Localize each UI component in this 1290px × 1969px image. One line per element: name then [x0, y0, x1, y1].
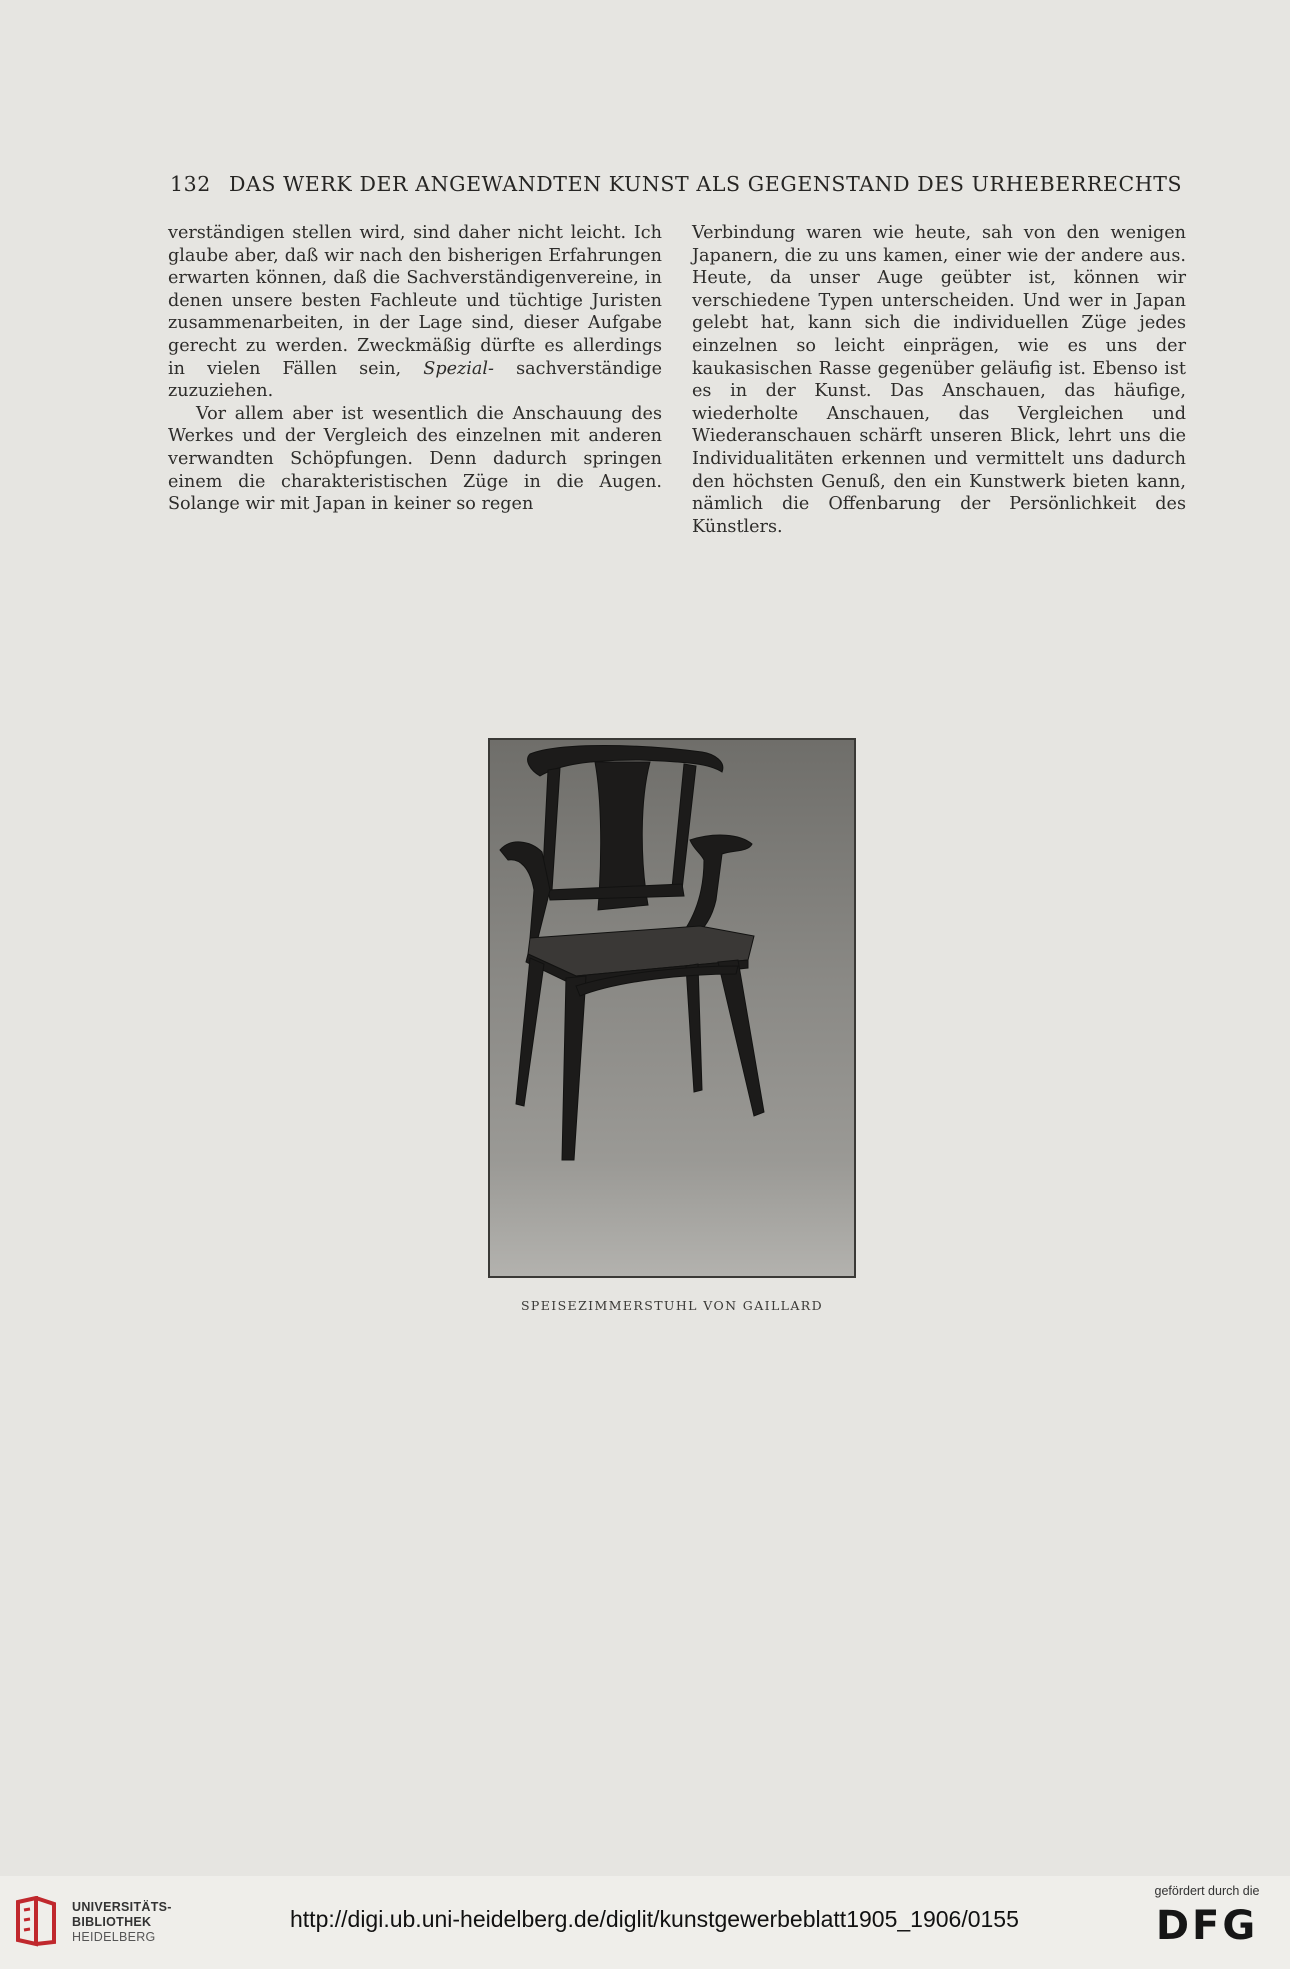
- dfg-logo-mark: DFG: [1155, 1903, 1259, 1949]
- paragraph: Vor allem aber ist wesentlich die Anschauung des Werkes und der Vergleich des einzelnen mit anderen verwandten Schöpfungen. Denn dadurch springen einem die charakteristischen Züge in die Augen. Solange wir mit Japan in keiner so regen: [168, 403, 662, 515]
- library-line: UNIVERSITÄTS-: [72, 1900, 172, 1914]
- library-emblem-icon: [14, 1896, 58, 1948]
- paragraph-text: sachverständige zuzuziehen.: [168, 358, 663, 402]
- permalink-url[interactable]: http://digi.ub.uni-heidelberg.de/diglit/kunstgewerbeblatt1905_1906/0155: [290, 1906, 1019, 1932]
- library-line: BIBLIOTHEK: [72, 1915, 152, 1929]
- chair-photograph: [488, 738, 856, 1278]
- digitization-footer: [0, 1876, 1290, 1969]
- funding-text: gefördert durch die: [1154, 1884, 1260, 1898]
- right-text-column: [692, 222, 1186, 538]
- library-name: [72, 1900, 172, 1945]
- figure-caption: SPEISEZIMMERSTUHL VON GAILLARD: [520, 1298, 824, 1313]
- paragraph: [168, 222, 662, 403]
- running-header: [170, 172, 1183, 196]
- page-number: 132: [170, 172, 211, 196]
- paragraph-text: verständigen stellen wird, sind daher nicht leicht. Ich glaube aber, daß wir nach den bisherigen Erfahrungen erwarten können, daß die Sachverständigenvereine, in denen unsere besten Fachleute und tüchtige Juristen zusammenarbeiten, in der Lage sind, dieser Aufgabe gerecht zu werden. Zweckmäßig dürfte es allerdings in vielen Fällen sein,: [168, 223, 662, 379]
- running-title: DAS WERK DER ANGEWANDTEN KUNST ALS GEGENSTAND DES URHEBERRECHTS: [228, 172, 1183, 196]
- emphasis-text: Spezial-: [423, 358, 494, 379]
- funding-logo: [1142, 1884, 1272, 1948]
- left-text-column: [168, 222, 662, 516]
- library-line: HEIDELBERG: [72, 1930, 156, 1944]
- library-logo: [14, 1890, 184, 1956]
- paragraph: Verbindung waren wie heute, sah von den wenigen Japanern, die zu uns kamen, einer wie der andere aus. Heute, da unser Auge geübter ist, können wir verschiedene Typen unterscheiden. Und wer in Japan gelebt hat, kann sich die individuellen Züge jedes einzelnen so leicht einprägen, wie es uns der kaukasischen Rasse gegenüber geläufig ist. Ebenso ist es in der Kunst. Das Anschauen, das häufige, wiederholte Anschauen, das Vergleichen und Wiederanschauen schärft unseren Blick, lehrt uns die Individualitäten erkennen und vermittelt uns dadurch den höchsten Genuß, den ein Kunstwerk bieten kann, nämlich die Offenbarung der Persönlichkeit des Künstlers.: [692, 223, 1186, 537]
- floor-background: [490, 1160, 854, 1276]
- chair-illustration: [490, 740, 854, 1276]
